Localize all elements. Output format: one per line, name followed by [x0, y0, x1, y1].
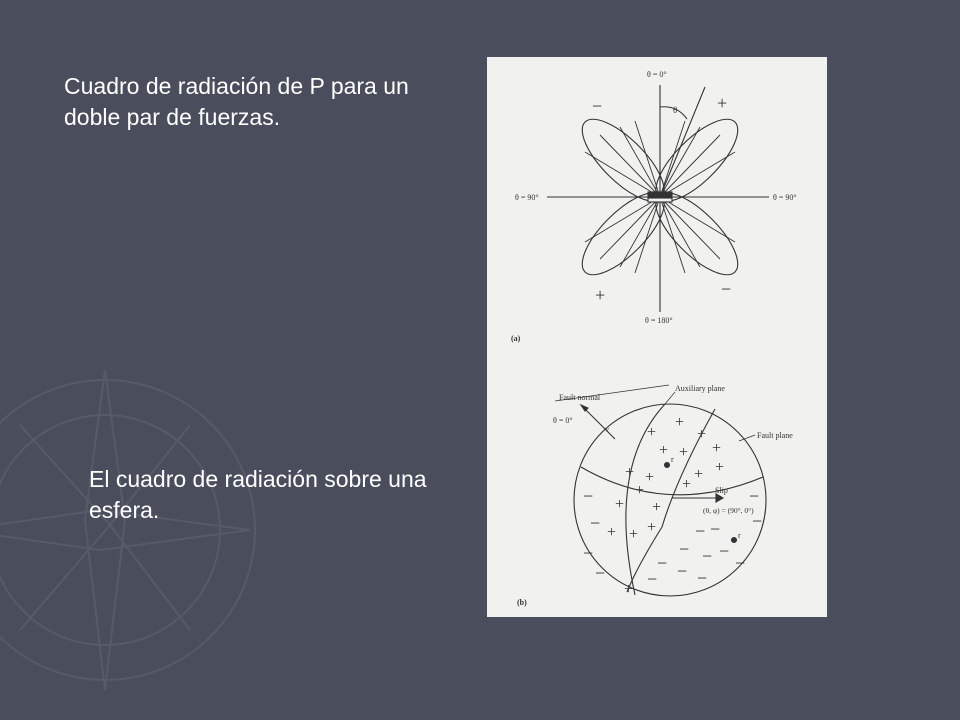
label-fault-normal: Fault normal	[559, 393, 601, 402]
svg-text:−: −	[697, 568, 708, 588]
svg-text:−: −	[679, 539, 690, 559]
fault-block-lower	[648, 198, 672, 202]
svg-text:−: −	[590, 513, 601, 533]
svg-text:+: +	[652, 499, 662, 516]
svg-text:+: +	[647, 519, 657, 536]
label-theta-top: θ = 0°	[647, 70, 667, 79]
radiation-pattern-diagram	[547, 85, 769, 312]
svg-text:+: +	[712, 440, 722, 457]
svg-text:+: +	[675, 414, 685, 431]
svg-text:−: −	[595, 563, 606, 583]
svg-text:+: +	[647, 424, 657, 441]
svg-text:+: +	[645, 469, 655, 486]
label-theta-right: θ = 90°	[773, 193, 797, 202]
svg-text:−: −	[647, 569, 658, 589]
svg-text:−: −	[749, 486, 760, 506]
label-theta-zero: θ = 0°	[553, 416, 573, 425]
theta-ray	[660, 87, 705, 197]
svg-text:−: −	[752, 511, 763, 531]
point-r-lower	[732, 538, 737, 543]
fault-block-upper	[648, 192, 672, 196]
svg-text:+: +	[715, 459, 725, 476]
label-point-r-upper: r	[671, 455, 674, 464]
sign-bottom-left: +	[595, 285, 606, 305]
caption-radiation-pattern: Cuadro de radiación de P para un doble par de fuerzas.	[64, 73, 409, 130]
label-slip-coords: (θ, φ) = (90°, 0°)	[703, 506, 754, 515]
sign-top-left: −	[592, 96, 603, 116]
auxiliary-plane-leader	[665, 392, 675, 404]
panel-label-b: (b)	[517, 598, 527, 607]
svg-text:+: +	[615, 496, 625, 513]
svg-text:−: −	[695, 521, 706, 541]
sign-top-right: +	[717, 93, 728, 113]
svg-text:+: +	[659, 442, 669, 459]
fault-plane-line	[581, 467, 763, 495]
svg-text:−: −	[719, 541, 730, 561]
panel-label-a: (a)	[511, 334, 521, 343]
svg-text:+: +	[694, 466, 704, 483]
svg-text:−: −	[657, 553, 668, 573]
label-normal-vector: v	[605, 425, 609, 434]
svg-text:+: +	[624, 581, 634, 598]
svg-text:−: −	[677, 561, 688, 581]
svg-text:+: +	[682, 476, 692, 493]
label-theta-symbol: θ	[673, 105, 678, 115]
svg-text:−: −	[702, 546, 713, 566]
caption-sphere-pattern: El cuadro de radiación sobre una esfera.	[89, 466, 427, 523]
svg-text:+: +	[625, 464, 635, 481]
point-r-upper	[665, 463, 670, 468]
svg-text:+: +	[635, 482, 645, 499]
svg-text:+: +	[607, 524, 617, 541]
slip-arrowhead	[716, 494, 723, 502]
svg-text:+: +	[629, 526, 639, 543]
svg-text:+: +	[697, 426, 707, 443]
figure-panel	[487, 57, 827, 617]
svg-text:−: −	[710, 519, 721, 539]
sign-bottom-right: −	[721, 279, 732, 299]
svg-text:−: −	[583, 486, 594, 506]
label-auxiliary-plane: Auxiliary plane	[675, 384, 725, 393]
label-slip: Slip	[715, 486, 728, 495]
label-fault-plane: Fault plane	[757, 431, 793, 440]
label-theta-left: θ = 90°	[515, 193, 539, 202]
label-theta-bottom: θ = 180°	[645, 316, 673, 325]
label-point-r-lower: r	[738, 531, 741, 540]
fault-normal-arrowhead	[581, 405, 588, 411]
svg-text:−: −	[583, 543, 594, 563]
svg-text:−: −	[735, 553, 746, 573]
svg-text:+: +	[679, 444, 689, 461]
